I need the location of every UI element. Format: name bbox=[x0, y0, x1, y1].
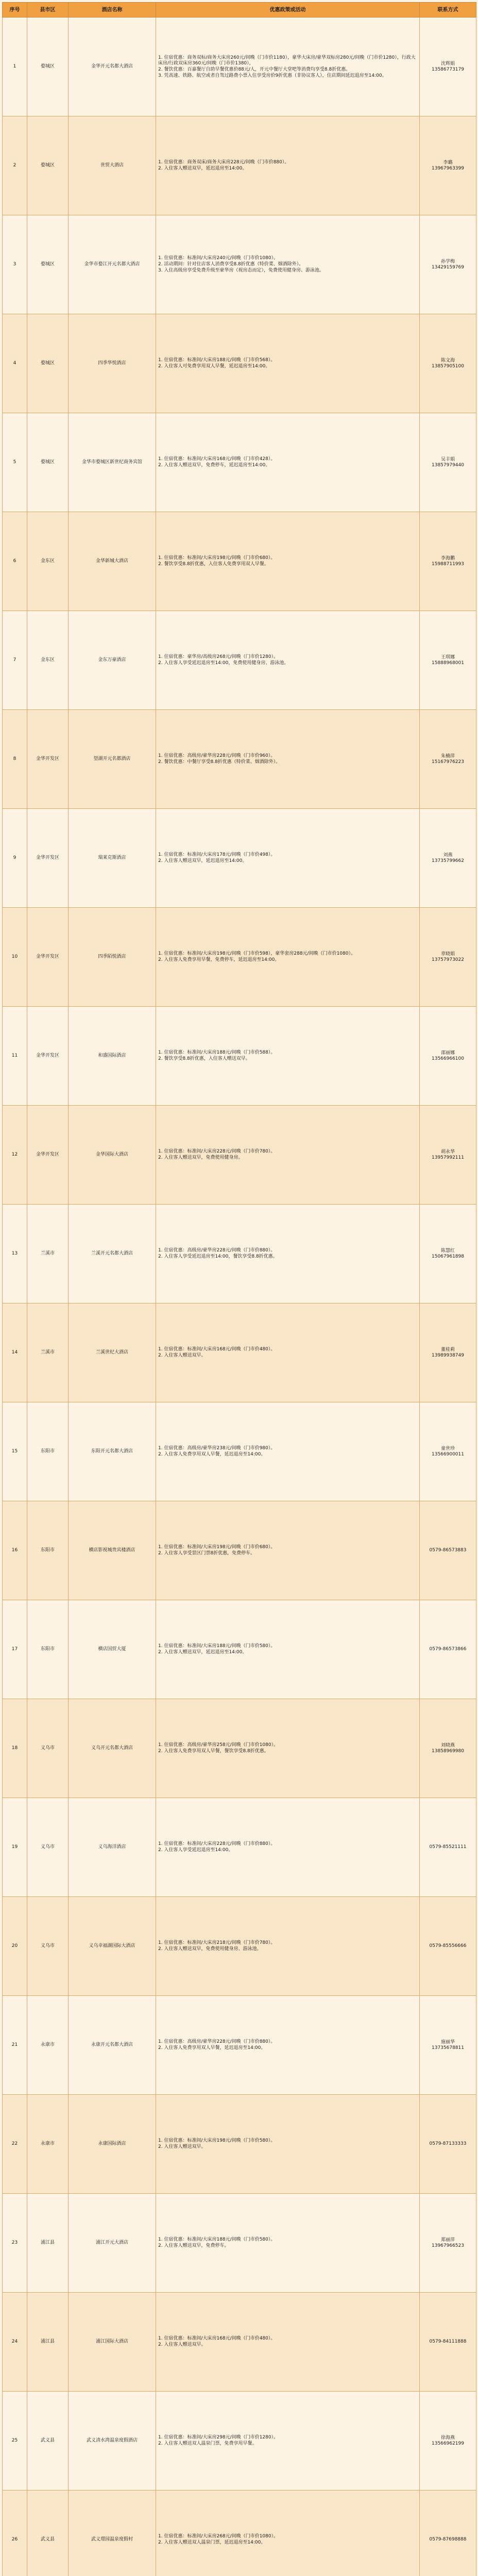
row-contact: 陈慧红 15067961898 bbox=[420, 1205, 476, 1303]
offer-line: 3. 入住高级房享受免费升级至豪华房（视房态而定），免费使用健身房、游泳池。 bbox=[158, 268, 324, 273]
row-contact: 胡永华 13957992111 bbox=[420, 1106, 476, 1205]
row-area: 金华开发区 bbox=[27, 908, 69, 1007]
row-area: 永康市 bbox=[27, 2095, 69, 2194]
row-contact: 沈辉娟 13586773179 bbox=[420, 18, 476, 116]
row-offers bbox=[156, 215, 420, 314]
row-number: 3 bbox=[3, 215, 27, 314]
row-offers bbox=[156, 18, 420, 116]
offer-line: 2. 入住客人免费享用双人早餐，延迟退房至14:00。 bbox=[158, 2045, 266, 2050]
offer-line: 1. 住宿优惠：标准间/大床房188元/间晚（门市价580）。 bbox=[158, 1643, 276, 1649]
column-header-area: 县市区 bbox=[27, 3, 69, 18]
row-offers bbox=[156, 1699, 420, 1798]
row-hotel-name: 世贸大酒店 bbox=[69, 116, 156, 215]
offer-line: 2. 入住客人享受延迟退房至14:00，免费使用健身房、游泳池。 bbox=[158, 660, 289, 666]
offer-line: 2. 入住客人赠送双早，延迟退房至14:00。 bbox=[158, 858, 247, 863]
row-area: 婺城区 bbox=[27, 314, 69, 413]
row-number: 15 bbox=[3, 1402, 27, 1501]
row-contact: 李海鹏 15988711993 bbox=[420, 512, 476, 611]
offer-line: 3. 凭高速、铁路、航空或者自驾过路费小票入住享受房价9折优惠（非协议客人），住店期间延迟退房至14:00。 bbox=[158, 73, 387, 78]
column-header-no: 序号 bbox=[3, 3, 27, 18]
row-area: 东阳市 bbox=[27, 1501, 69, 1600]
offer-line: 1. 住宿优惠：标准间/大床房198元/间晚（门市价598），豪华套房288元/间晚（门市价1080）。 bbox=[158, 951, 355, 956]
row-offers bbox=[156, 1798, 420, 1897]
offer-line: 2. 餐饮享受8.8折优惠，入住客人赠送双早。 bbox=[158, 1056, 250, 1061]
row-area: 婺城区 bbox=[27, 116, 69, 215]
row-number: 11 bbox=[3, 1007, 27, 1106]
row-area: 东阳市 bbox=[27, 1402, 69, 1501]
row-number: 18 bbox=[3, 1699, 27, 1798]
row-hotel-name: 义乌海洋酒店 bbox=[69, 1798, 156, 1897]
row-number: 2 bbox=[3, 116, 27, 215]
row-hotel-name: 浦江国际大酒店 bbox=[69, 2293, 156, 2392]
row-hotel-name: 瑞莱克斯酒店 bbox=[69, 809, 156, 908]
table-row bbox=[3, 710, 476, 809]
table-row bbox=[3, 2293, 476, 2392]
offer-line: 1. 住宿优惠：标准间/大床房168元/间晚（门市价428）。 bbox=[158, 456, 276, 462]
row-area: 婺城区 bbox=[27, 215, 69, 314]
row-offers bbox=[156, 2194, 420, 2293]
table-row bbox=[3, 1303, 476, 1402]
row-offers bbox=[156, 908, 420, 1007]
row-area: 金华开发区 bbox=[27, 1106, 69, 1205]
row-contact: 陈文海 13857905100 bbox=[420, 314, 476, 413]
row-hotel-name: 武义璟园温泉度假村 bbox=[69, 2490, 156, 2576]
row-area: 婺城区 bbox=[27, 413, 69, 512]
table-row bbox=[3, 1007, 476, 1106]
row-area: 浦江县 bbox=[27, 2293, 69, 2392]
row-hotel-name: 义乌开元名都大酒店 bbox=[69, 1699, 156, 1798]
row-number: 16 bbox=[3, 1501, 27, 1600]
row-number: 17 bbox=[3, 1600, 27, 1699]
row-number: 7 bbox=[3, 611, 27, 710]
row-offers bbox=[156, 1303, 420, 1402]
row-number: 25 bbox=[3, 2392, 27, 2490]
row-contact: 刘晓燕 13858969980 bbox=[420, 1699, 476, 1798]
row-contact: 0579-84111888 bbox=[420, 2293, 476, 2392]
offer-line: 1. 住宿优惠：标准间/大床房298元/间晚（门市价1280）。 bbox=[158, 2435, 279, 2440]
row-contact: 0579-85521111 bbox=[420, 1798, 476, 1897]
row-offers bbox=[156, 1501, 420, 1600]
table-row bbox=[3, 611, 476, 710]
row-hotel-name: 四季陌悦酒店 bbox=[69, 908, 156, 1007]
row-offers bbox=[156, 512, 420, 611]
row-number: 9 bbox=[3, 809, 27, 908]
offer-line: 1. 住宿优惠：高级房/豪华房228元/间晚（门市价880）。 bbox=[158, 2039, 276, 2044]
row-hotel-name: 金华国际大酒店 bbox=[69, 1106, 156, 1205]
table-row bbox=[3, 2392, 476, 2490]
row-hotel-name: 横店影视城贵宾楼酒店 bbox=[69, 1501, 156, 1600]
table-row bbox=[3, 2490, 476, 2576]
offer-line: 2. 入住客人免费享用双人早餐，延迟退房至14:00。 bbox=[158, 1452, 266, 1457]
table-row bbox=[3, 1798, 476, 1897]
table-row bbox=[3, 1600, 476, 1699]
row-contact: 徐海燕 13566962199 bbox=[420, 2392, 476, 2490]
row-offers bbox=[156, 809, 420, 908]
offer-line: 2. 入住客人赠送双人温泉门票，免费享用早餐。 bbox=[158, 2441, 257, 2446]
row-contact: 0579-85556666 bbox=[420, 1897, 476, 1996]
offer-line: 2. 入住客人赠送双早，免费停车，延迟退房至14:00。 bbox=[158, 463, 270, 468]
table-row bbox=[3, 908, 476, 1007]
offer-line: 1. 住宿优惠：标准间/大床房198元/间晚（门市价680）。 bbox=[158, 555, 276, 561]
row-area: 金东区 bbox=[27, 512, 69, 611]
row-number: 23 bbox=[3, 2194, 27, 2293]
offer-line: 1. 住宿优惠：标准间/大床房168元/间晚（门市价480）。 bbox=[158, 2336, 276, 2341]
table-row bbox=[3, 512, 476, 611]
row-area: 义乌市 bbox=[27, 1798, 69, 1897]
table-row bbox=[3, 1106, 476, 1205]
row-contact: 董桂莉 13989938749 bbox=[420, 1303, 476, 1402]
row-number: 4 bbox=[3, 314, 27, 413]
row-hotel-name: 金华市婺江开元名都大酒店 bbox=[69, 215, 156, 314]
table-row bbox=[3, 1205, 476, 1303]
offer-line: 1. 住宿优惠：标准间/大床房188元/间晚（门市价588）。 bbox=[158, 1050, 276, 1055]
row-hotel-name: 金华开元名都大酒店 bbox=[69, 18, 156, 116]
hotel-offers-table bbox=[2, 2, 476, 2576]
table-row bbox=[3, 18, 476, 116]
row-number: 8 bbox=[3, 710, 27, 809]
row-hotel-name: 永康开元名都大酒店 bbox=[69, 1996, 156, 2095]
row-area: 永康市 bbox=[27, 1996, 69, 2095]
row-hotel-name: 四季华悦酒店 bbox=[69, 314, 156, 413]
row-contact: 李璐 13967963399 bbox=[420, 116, 476, 215]
row-hotel-name: 金华新城大酒店 bbox=[69, 512, 156, 611]
row-area: 义乌市 bbox=[27, 1897, 69, 1996]
column-header-offers: 优惠政策或活动 bbox=[156, 3, 420, 18]
row-contact: 朱楠萍 15167976223 bbox=[420, 710, 476, 809]
row-number: 6 bbox=[3, 512, 27, 611]
offer-line: 2. 入住客人赠送双人温泉门票，延迟退房至14:00。 bbox=[158, 2540, 266, 2545]
row-contact: 0579-86573883 bbox=[420, 1501, 476, 1600]
column-header-contact: 联系方式 bbox=[420, 3, 476, 18]
table-header bbox=[3, 3, 476, 18]
table-row bbox=[3, 314, 476, 413]
offer-line: 2. 入住客人赠送双早，免费停车。 bbox=[158, 2243, 229, 2248]
offer-line: 2. 入住客人赠送双早。 bbox=[158, 2342, 206, 2347]
row-number: 10 bbox=[3, 908, 27, 1007]
row-offers bbox=[156, 2293, 420, 2392]
row-offers bbox=[156, 1897, 420, 1996]
row-hotel-name: 金东万豪酒店 bbox=[69, 611, 156, 710]
row-contact: 吴丰娟 13857979440 bbox=[420, 413, 476, 512]
offer-line: 1. 住宿优惠：高级房/豪华房228元/间晚（门市价960）。 bbox=[158, 753, 276, 758]
row-number: 13 bbox=[3, 1205, 27, 1303]
row-area: 义乌市 bbox=[27, 1699, 69, 1798]
offer-line: 2. 入住客人可免费享用双人早餐，延迟退房至14:00。 bbox=[158, 364, 270, 369]
offer-line: 2. 入住客人享受延迟退房至14:00。 bbox=[158, 1848, 233, 1853]
table-row bbox=[3, 1897, 476, 1996]
row-number: 1 bbox=[3, 18, 27, 116]
row-number: 24 bbox=[3, 2293, 27, 2392]
offer-line: 1. 住宿优惠：标准间/大床房268元/间晚（门市价1080）。 bbox=[158, 2534, 279, 2539]
offer-line: 1. 住宿优惠：标准间/大床房198元/间晚（门市价580）。 bbox=[158, 2138, 276, 2143]
offer-line: 2. 入住客人赠送双早。 bbox=[158, 1353, 206, 1358]
row-offers bbox=[156, 1996, 420, 2095]
offer-line: 1. 住宿优惠：标准间/大床房188元/间晚（门市价568）。 bbox=[158, 358, 276, 363]
row-offers bbox=[156, 611, 420, 710]
row-offers bbox=[156, 116, 420, 215]
offer-line: 2. 餐饮享受8.8折优惠，入住客人免费享用双人早餐。 bbox=[158, 562, 269, 567]
row-hotel-name: 永康国际酒店 bbox=[69, 2095, 156, 2194]
offer-line: 2. 入住客人享受景区门票8折优惠，免费停车。 bbox=[158, 1551, 255, 1556]
offer-line: 1. 住宿优惠：高级房/豪华房228元/间晚（门市价880）。 bbox=[158, 1248, 276, 1253]
offer-line: 2. 入住客人赠送双早，延迟退房至14:00。 bbox=[158, 1650, 247, 1655]
row-contact: 孙学梅 13429159769 bbox=[420, 215, 476, 314]
row-area: 浦江县 bbox=[27, 2194, 69, 2293]
row-offers bbox=[156, 2490, 420, 2576]
row-offers bbox=[156, 1007, 420, 1106]
row-area: 金华开发区 bbox=[27, 809, 69, 908]
offer-line: 2. 入住客人免费享用双人早餐，餐饮享受8.8折优惠。 bbox=[158, 1749, 269, 1754]
table-row bbox=[3, 809, 476, 908]
row-offers bbox=[156, 1402, 420, 1501]
row-hotel-name: 武义清水湾温泉度假酒店 bbox=[69, 2392, 156, 2490]
row-contact: 0579-87133333 bbox=[420, 2095, 476, 2194]
table-row bbox=[3, 215, 476, 314]
offer-line: 2. 入住客人免费享用早餐，免费停车，延迟退房至14:00。 bbox=[158, 957, 280, 962]
row-contact: 0579-86573866 bbox=[420, 1600, 476, 1699]
row-number: 21 bbox=[3, 1996, 27, 2095]
offer-line: 2. 入住客人赠送双早。 bbox=[158, 2144, 206, 2149]
row-hotel-name: 东阳开元名都大酒店 bbox=[69, 1402, 156, 1501]
row-offers bbox=[156, 2392, 420, 2490]
row-hotel-name: 义乌幸福湖国际大酒店 bbox=[69, 1897, 156, 1996]
row-contact: 郑丽萍 13967966523 bbox=[420, 2194, 476, 2293]
row-offers bbox=[156, 710, 420, 809]
row-number: 26 bbox=[3, 2490, 27, 2576]
row-area: 金华开发区 bbox=[27, 710, 69, 809]
table-row bbox=[3, 2095, 476, 2194]
row-offers bbox=[156, 413, 420, 512]
row-area: 金华开发区 bbox=[27, 1007, 69, 1106]
row-number: 19 bbox=[3, 1798, 27, 1897]
table-body bbox=[3, 18, 476, 2576]
offer-line: 1. 住宿优惠：豪华房/高级房268元/间晚（门市价1280）。 bbox=[158, 654, 279, 659]
offer-line: 1. 住宿优惠：标准间/大床房218元/间晚（门市价780）。 bbox=[158, 1940, 276, 1945]
offer-line: 2. 入住客人赠送双早，免费使用健身房。 bbox=[158, 1155, 243, 1160]
offer-line: 2. 活动期间：针对住店客人消费享受8.8折优惠（特价菜、烟酒除外）。 bbox=[158, 262, 304, 267]
offer-line: 1. 住宿优惠：标准间/大床房188元/间晚（门市价580）。 bbox=[158, 2237, 276, 2242]
table-row bbox=[3, 1699, 476, 1798]
table-row bbox=[3, 116, 476, 215]
row-hotel-name: 浦江开元大酒店 bbox=[69, 2194, 156, 2293]
row-offers bbox=[156, 1106, 420, 1205]
offer-line: 1. 住宿优惠：标准间/大床房168元/间晚（门市价480）。 bbox=[158, 1347, 276, 1352]
row-offers bbox=[156, 1205, 420, 1303]
row-contact: 章晓娟 13757973022 bbox=[420, 908, 476, 1007]
row-number: 5 bbox=[3, 413, 27, 512]
row-contact: 邵丽娜 13566966100 bbox=[420, 1007, 476, 1106]
row-area: 兰溪市 bbox=[27, 1303, 69, 1402]
offer-line: 1. 住宿优惠：标准间/大床房178元/间晚（门市价498）。 bbox=[158, 852, 276, 857]
row-area: 婺城区 bbox=[27, 18, 69, 116]
row-number: 12 bbox=[3, 1106, 27, 1205]
offer-line: 2. 餐饮优惠：百嘉餐厅自助早餐优惠价88元/人，开元中餐厅大堂吧等消费均享受8.8折优惠。 bbox=[158, 66, 351, 72]
offer-line: 1. 住宿优惠：高级房/豪华房238元/间晚（门市价980）。 bbox=[158, 1446, 276, 1451]
offer-line: 1. 住宿优惠：商务双床/商务大床房228元/间晚（门市价880）。 bbox=[158, 160, 289, 165]
row-hotel-name: 兰溪世纪大酒店 bbox=[69, 1303, 156, 1402]
row-number: 20 bbox=[3, 1897, 27, 1996]
table-row bbox=[3, 2194, 476, 2293]
row-number: 14 bbox=[3, 1303, 27, 1402]
row-area: 武义县 bbox=[27, 2392, 69, 2490]
offer-line: 2. 入住客人享受延迟退房至14:00，餐饮享受8.8折优惠。 bbox=[158, 1254, 278, 1259]
row-offers bbox=[156, 314, 420, 413]
offer-line: 2. 餐饮优惠：中餐厅享受8.8折优惠（特价菜、烟酒除外）。 bbox=[158, 759, 281, 765]
offer-line: 1. 住宿优惠：高级房/豪华房258元/间晚（门市价1080）。 bbox=[158, 1742, 279, 1748]
offer-line: 1. 住宿优惠：商务双标/商务大床房260元/间晚（门市价1180），豪华大床房/豪华双标房280元/间晚（门市价1280），行政大床房/行政双床房360元/间晚（门市价1380）， bbox=[158, 55, 416, 66]
column-header-hotel: 酒店名称 bbox=[69, 3, 156, 18]
row-contact: 童世珍 13566900011 bbox=[420, 1402, 476, 1501]
row-contact: 王琪娜 15888968001 bbox=[420, 611, 476, 710]
table-row bbox=[3, 413, 476, 512]
row-number: 22 bbox=[3, 2095, 27, 2194]
row-contact: 施丽华 13735678811 bbox=[420, 1996, 476, 2095]
row-area: 兰溪市 bbox=[27, 1205, 69, 1303]
row-hotel-name: 和盛国际酒店 bbox=[69, 1007, 156, 1106]
row-offers bbox=[156, 2095, 420, 2194]
offer-line: 1. 住宿优惠：标准间/大床房198元/间晚（门市价680）。 bbox=[158, 1545, 276, 1550]
offer-line: 1. 住宿优惠：标准间/大床房228元/间晚（门市价880）。 bbox=[158, 1841, 276, 1846]
row-contact: 刘燕 13735799662 bbox=[420, 809, 476, 908]
table-row bbox=[3, 1501, 476, 1600]
offer-line: 1. 住宿优惠：标准间/大床房240元/间晚（门市价1080）。 bbox=[158, 256, 279, 261]
row-hotel-name: 横店国贸大厦 bbox=[69, 1600, 156, 1699]
row-contact: 0579-87698888 bbox=[420, 2490, 476, 2576]
offer-line: 2. 入住客人赠送双早，免费使用健身房、游泳池。 bbox=[158, 1946, 262, 1952]
row-offers bbox=[156, 1600, 420, 1699]
table-row bbox=[3, 1996, 476, 2095]
row-hotel-name: 金华市婺城区新世纪商务宾馆 bbox=[69, 413, 156, 512]
offer-line: 1. 住宿优惠：标准间/大床房228元/间晚（门市价780）。 bbox=[158, 1149, 276, 1154]
row-area: 东阳市 bbox=[27, 1600, 69, 1699]
row-area: 金东区 bbox=[27, 611, 69, 710]
table-row bbox=[3, 1402, 476, 1501]
row-hotel-name: 兰溪开元名都大酒店 bbox=[69, 1205, 156, 1303]
row-area: 武义县 bbox=[27, 2490, 69, 2576]
offer-line: 2. 入住客人赠送双早，延迟退房至14:00。 bbox=[158, 166, 247, 171]
row-hotel-name: 望湖开元名都酒店 bbox=[69, 710, 156, 809]
